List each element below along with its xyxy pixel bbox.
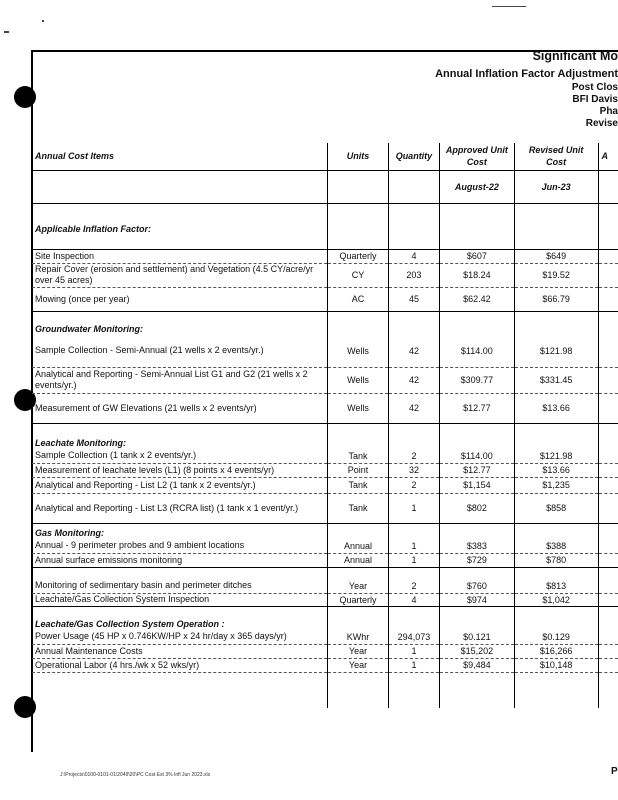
header-line-1: Post Clos: [571, 82, 618, 93]
cell-approved: $114.00: [439, 449, 514, 463]
header-row: [32, 143, 618, 170]
cell-item: Power Usage (45 HP x 0.746KW/HP x 24 hr/day x 365 days/yr): [32, 630, 328, 644]
cell-units: Year: [328, 579, 389, 593]
cell-revised: $16,266: [514, 644, 598, 658]
inflation-label: Applicable Inflation Factor:: [32, 203, 328, 249]
header-line-2: BFI Davis: [572, 94, 618, 105]
cell-units: Tank: [328, 493, 389, 523]
cell-qty: 32: [388, 463, 439, 477]
cell-units: Quarterly: [328, 593, 389, 606]
cell-qty: 1: [388, 539, 439, 553]
table-row: [32, 630, 618, 644]
report-title: Significant Mo: [532, 49, 618, 63]
page-label: P: [611, 766, 618, 777]
cell-item: Analytical and Reporting - List L3 (RCRA list) (1 tank x 1 event/yr.): [32, 493, 328, 523]
cell-item: Measurement of leachate levels (L1) (8 points x 4 events/yr): [32, 463, 328, 477]
header-line-4: Revise: [585, 118, 618, 129]
cell-revised: $780: [514, 553, 598, 567]
cell-item: Sample Collection - Semi-Annual (21 wells x 2 events/yr.): [32, 335, 328, 367]
cell-revised: $813: [514, 579, 598, 593]
cell-units: Quarterly: [328, 249, 389, 263]
section-row: [32, 606, 618, 630]
cell-units: Point: [328, 463, 389, 477]
cell-revised: $13.66: [514, 463, 598, 477]
cell-approved: $802: [439, 493, 514, 523]
col-header-approved: Approved Unit Cost: [439, 143, 514, 170]
cell-revised: $388: [514, 539, 598, 553]
cell-item: Monitoring of sedimentary basin and perimeter ditches: [32, 579, 328, 593]
table-row: [32, 449, 618, 463]
table-row: [32, 579, 618, 593]
footer-file-path: J:\Projects\0100-0101-01\2049\20\PC Cost Est 3% Infl Jun 2023.xls: [60, 772, 211, 778]
cell-approved: $0.121: [439, 630, 514, 644]
scan-speck: [492, 6, 526, 7]
cell-qty: 294,073: [388, 630, 439, 644]
cell-units: AC: [328, 287, 389, 311]
cell-approved: $12.77: [439, 393, 514, 423]
revised-date: Jun-23: [514, 170, 598, 203]
cell-item: Operational Labor (4 hrs./wk x 52 wks/yr): [32, 658, 328, 672]
cell-revised: $19.52: [514, 263, 598, 287]
cell-qty: 42: [388, 367, 439, 393]
cell-approved: $62.42: [439, 287, 514, 311]
cell-units: Year: [328, 658, 389, 672]
cell-item: Analytical and Reporting - Semi-Annual List G1 and G2 (21 wells x 2 events/yr.): [32, 367, 328, 393]
section-gas: Gas Monitoring:: [35, 528, 104, 538]
cell-item: Mowing (once per year): [32, 287, 328, 311]
table-row: [32, 463, 618, 477]
cell-units: CY: [328, 263, 389, 287]
cell-qty: 203: [388, 263, 439, 287]
table-row: [32, 393, 618, 423]
section-leachate: Leachate Monitoring:: [35, 438, 127, 448]
section-groundwater: Groundwater Monitoring:: [35, 324, 143, 334]
cell-qty: 1: [388, 644, 439, 658]
cell-approved: $15,202: [439, 644, 514, 658]
cell-qty: 2: [388, 477, 439, 493]
table-row: [32, 644, 618, 658]
cell-revised: $66.79: [514, 287, 598, 311]
approved-date: August-22: [439, 170, 514, 203]
table-row: [32, 263, 618, 287]
cell-units: Tank: [328, 477, 389, 493]
table-row: [32, 553, 618, 567]
cell-units: KWhr: [328, 630, 389, 644]
cell-qty: 4: [388, 593, 439, 606]
cell-qty: 1: [388, 553, 439, 567]
cell-approved: $729: [439, 553, 514, 567]
cell-item: Leachate/Gas Collection System Inspection: [32, 593, 328, 606]
section-row: [32, 311, 618, 335]
cell-units: Annual: [328, 553, 389, 567]
inflation-row: [32, 203, 618, 249]
cell-qty: 45: [388, 287, 439, 311]
cell-item: Analytical and Reporting - List L2 (1 tank x 2 events/yr.): [32, 477, 328, 493]
cell-item: Annual - 9 perimeter probes and 9 ambient locations: [32, 539, 328, 553]
col-header-revised: Revised Unit Cost: [514, 143, 598, 170]
table-row: [32, 367, 618, 393]
cell-approved: $12.77: [439, 463, 514, 477]
cell-revised: $1,042: [514, 593, 598, 606]
table-row: [32, 539, 618, 553]
cell-approved: $9,484: [439, 658, 514, 672]
cell-item: Sample Collection (1 tank x 2 events/yr.): [32, 449, 328, 463]
table-row: [32, 335, 618, 367]
cell-approved: $607: [439, 249, 514, 263]
table-row: [32, 287, 618, 311]
date-row: [32, 170, 618, 203]
table-row: [32, 477, 618, 493]
cell-revised: $10,148: [514, 658, 598, 672]
cell-approved: $760: [439, 579, 514, 593]
cell-qty: 2: [388, 579, 439, 593]
cell-approved: $309.77: [439, 367, 514, 393]
col-header-quantity: Quantity: [388, 143, 439, 170]
cell-revised: $0.129: [514, 630, 598, 644]
section-operation: Leachate/Gas Collection System Operation :: [35, 619, 225, 629]
col-header-item: Annual Cost Items: [32, 143, 328, 170]
cost-table: [32, 143, 618, 708]
report-subtitle: Annual Inflation Factor Adjustment: [435, 68, 618, 80]
cell-units: Tank: [328, 449, 389, 463]
cell-units: Annual: [328, 539, 389, 553]
scan-speck: [4, 31, 9, 33]
cell-qty: 1: [388, 493, 439, 523]
col-header-units: Units: [328, 143, 389, 170]
section-row: [32, 523, 618, 539]
cell-item: Annual Maintenance Costs: [32, 644, 328, 658]
col-header-extra: A: [598, 143, 618, 170]
scan-speck: [42, 20, 44, 22]
table-row: [32, 249, 618, 263]
header-line-3: Pha: [599, 106, 618, 117]
table-row: [32, 658, 618, 672]
cell-approved: $18.24: [439, 263, 514, 287]
cell-approved: $974: [439, 593, 514, 606]
cell-qty: 2: [388, 449, 439, 463]
cell-units: Wells: [328, 367, 389, 393]
cell-approved: $114.00: [439, 335, 514, 367]
cell-revised: $858: [514, 493, 598, 523]
cell-units: Year: [328, 644, 389, 658]
table-row: [32, 593, 618, 606]
cell-units: Wells: [328, 393, 389, 423]
cell-item: Annual surface emissions monitoring: [32, 553, 328, 567]
cell-revised: $331.45: [514, 367, 598, 393]
cell-approved: $383: [439, 539, 514, 553]
cell-qty: 1: [388, 658, 439, 672]
cell-item: Repair Cover (erosion and settlement) and Vegetation (4.5 CY/acre/yr over 45 acres): [32, 263, 328, 287]
cell-revised: $1,235: [514, 477, 598, 493]
cell-revised: $121.98: [514, 335, 598, 367]
cell-revised: $649: [514, 249, 598, 263]
cell-qty: 42: [388, 335, 439, 367]
table-row: [32, 493, 618, 523]
cell-revised: $13.66: [514, 393, 598, 423]
cell-qty: 42: [388, 393, 439, 423]
cell-item: Site Inspection: [32, 249, 328, 263]
section-row: [32, 423, 618, 449]
cell-qty: 4: [388, 249, 439, 263]
cell-units: Wells: [328, 335, 389, 367]
cell-revised: $121.98: [514, 449, 598, 463]
cell-item: Measurement of GW Elevations (21 wells x 2 events/yr): [32, 393, 328, 423]
cell-approved: $1,154: [439, 477, 514, 493]
